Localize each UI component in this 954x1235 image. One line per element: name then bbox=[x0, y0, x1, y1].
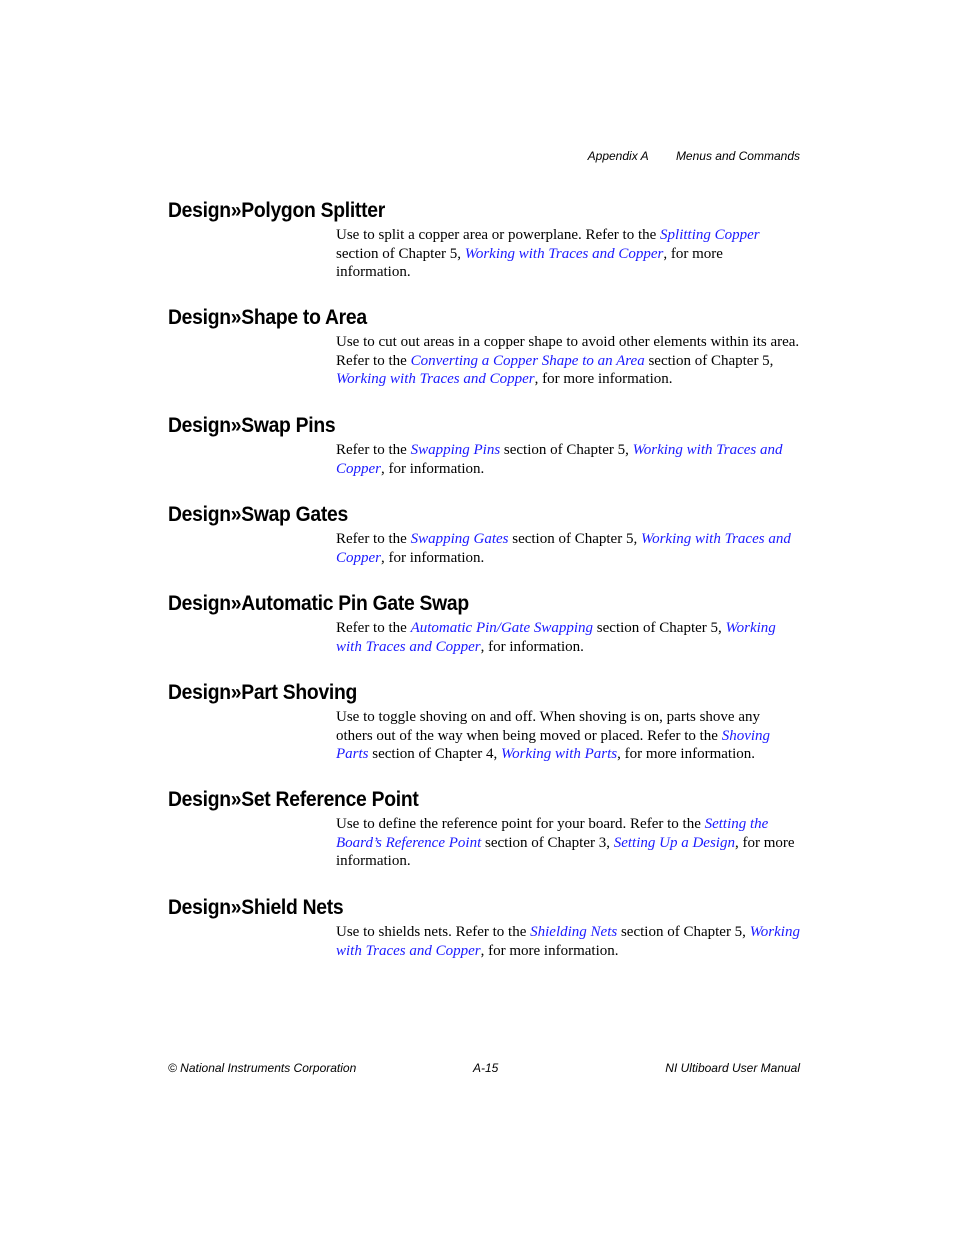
section-automatic-pin-gate-swap bbox=[168, 591, 800, 656]
page-number: A-15 bbox=[473, 1061, 499, 1075]
footer-copyright: © National Instruments Corporation bbox=[168, 1061, 357, 1075]
link-swapping-gates[interactable]: Swapping Gates bbox=[410, 531, 509, 547]
section-body: Use to shields nets. Refer to the Shielding Nets section of Chapter 5, Working with Traces and Copper, for more information. bbox=[336, 924, 800, 959]
link-working-with-traces[interactable]: Working with Traces and Copper bbox=[336, 442, 783, 477]
link-working-with-traces[interactable]: Working with Traces and Copper bbox=[336, 531, 791, 566]
section-polygon-splitter bbox=[168, 198, 800, 282]
link-splitting-copper[interactable]: Splitting Copper bbox=[660, 227, 760, 243]
section-shape-to-area bbox=[168, 305, 800, 389]
section-body: Refer to the Swapping Pins section of Chapter 5, Working with Traces and Copper, for information. bbox=[336, 442, 783, 477]
section-heading: Design»Part Shoving bbox=[168, 681, 358, 704]
link-automatic-pin-gate-swapping[interactable]: Automatic Pin/Gate Swapping bbox=[410, 620, 594, 636]
link-setting-up-design[interactable]: Setting Up a Design bbox=[613, 834, 735, 851]
section-heading: Design»Shield Nets bbox=[168, 896, 344, 919]
link-setting-reference-point[interactable]: Setting the Board’s Reference Point bbox=[336, 816, 769, 851]
section-body: Use to split a copper area or powerplane. Refer to the Splitting Copper section of Chapter 5, Working with Traces and Copper, for more information. bbox=[336, 227, 760, 281]
section-part-shoving bbox=[168, 680, 800, 764]
header-title: Menus and Commands bbox=[675, 149, 800, 163]
section-body: Use to toggle shoving on and off. When shoving is on, parts shove any others out of the way when being moved or placed. Refer to the Shoving Parts section of Chapter 4, Working with Parts, for more information. bbox=[336, 709, 771, 763]
header-chapter: Appendix A bbox=[587, 149, 649, 163]
section-body: Refer to the Automatic Pin/Gate Swapping section of Chapter 5, Working with Traces and Copper, for information. bbox=[336, 620, 776, 655]
section-heading: Design»Shape to Area bbox=[168, 306, 367, 329]
link-working-with-traces[interactable]: Working with Traces and Copper bbox=[336, 620, 776, 655]
section-shield-nets bbox=[168, 895, 800, 960]
link-working-with-traces[interactable]: Working with Traces and Copper bbox=[336, 924, 800, 959]
section-heading: Design»Swap Pins bbox=[168, 414, 336, 437]
section-body: Use to define the reference point for your board. Refer to the Setting the Board’s Reference Point section of Chapter 3, Setting Up a Design, for more information. bbox=[336, 816, 795, 870]
section-heading: Design»Set Reference Point bbox=[168, 788, 419, 811]
link-shielding-nets[interactable]: Shielding Nets bbox=[530, 924, 618, 940]
section-heading: Design»Swap Gates bbox=[168, 503, 349, 526]
link-working-with-parts[interactable]: Working with Parts bbox=[500, 746, 618, 763]
section-set-reference-point bbox=[168, 787, 800, 871]
link-shoving-parts[interactable]: Shoving Parts bbox=[336, 727, 771, 763]
link-swapping-pins[interactable]: Swapping Pins bbox=[410, 442, 501, 458]
section-body: Use to cut out areas in a copper shape to avoid other elements within its area. Refer to the Converting a Copper Shape to an Area section of Chapter 5, Working with Traces and Copper, for more information. bbox=[336, 334, 800, 388]
running-header bbox=[588, 149, 800, 163]
section-heading: Design»Polygon Splitter bbox=[168, 199, 385, 222]
section-swap-gates bbox=[168, 502, 800, 567]
footer-manual-title: NI Ultiboard User Manual bbox=[665, 1061, 800, 1075]
link-working-with-traces[interactable]: Working with Traces and Copper bbox=[464, 245, 664, 262]
link-converting-copper-shape[interactable]: Converting a Copper Shape to an Area bbox=[410, 352, 645, 369]
section-heading: Design»Automatic Pin Gate Swap bbox=[168, 592, 469, 615]
section-swap-pins bbox=[168, 413, 800, 478]
section-body: Refer to the Swapping Gates section of Chapter 5, Working with Traces and Copper, for information. bbox=[336, 531, 791, 566]
link-working-with-traces[interactable]: Working with Traces and Copper bbox=[336, 371, 535, 388]
